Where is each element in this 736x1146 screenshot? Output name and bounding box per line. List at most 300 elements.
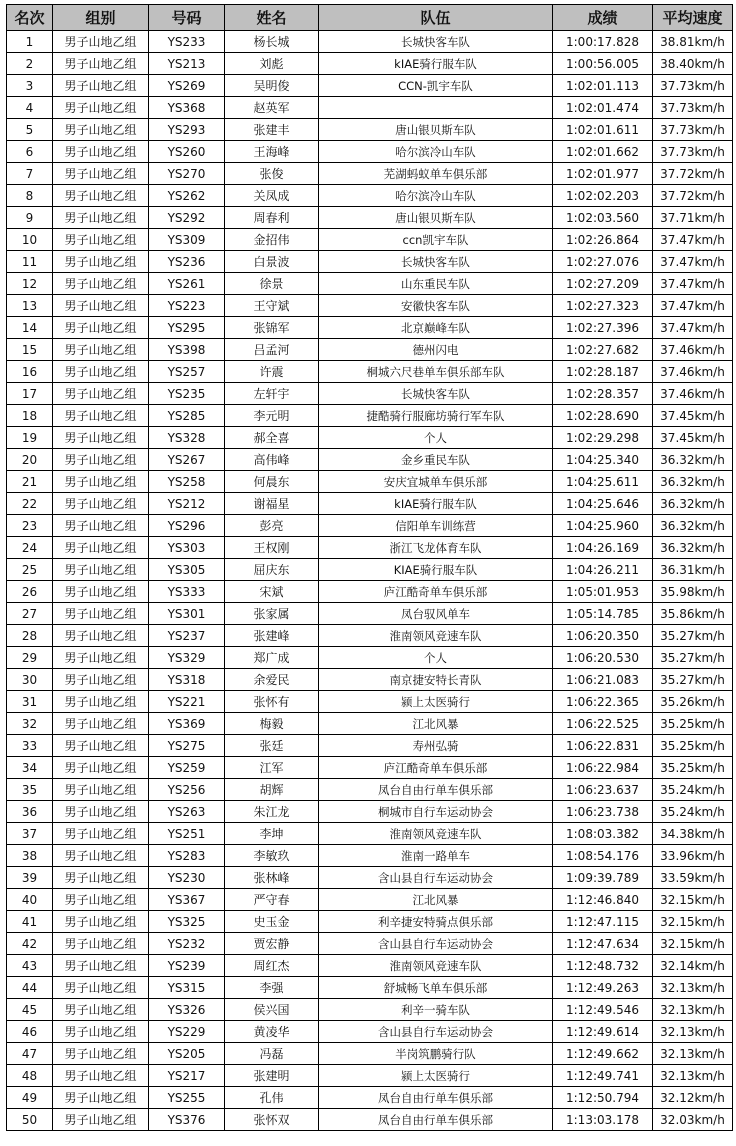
name-cell: 周春利 [225, 207, 319, 229]
name-cell: 高伟峰 [225, 449, 319, 471]
speed-cell: 37.47km/h [653, 295, 733, 317]
table-row [7, 361, 733, 383]
number-cell: YS301 [149, 603, 225, 625]
rank-cell: 14 [7, 317, 53, 339]
team-cell: 浙江飞龙体育车队 [319, 537, 553, 559]
table-row [7, 735, 733, 757]
team-cell: 含山县自行车运动协会 [319, 1021, 553, 1043]
result-cell: 1:06:22.831 [553, 735, 653, 757]
rank-cell: 22 [7, 493, 53, 515]
number-cell: YS212 [149, 493, 225, 515]
table-row [7, 559, 733, 581]
result-cell: 1:02:27.323 [553, 295, 653, 317]
group-cell: 男子山地乙组 [53, 75, 149, 97]
result-cell: 1:02:27.682 [553, 339, 653, 361]
result-cell: 1:06:22.525 [553, 713, 653, 735]
rank-cell: 34 [7, 757, 53, 779]
result-cell: 1:02:01.977 [553, 163, 653, 185]
speed-cell: 35.24km/h [653, 801, 733, 823]
name-cell: 张建丰 [225, 119, 319, 141]
speed-cell: 38.40km/h [653, 53, 733, 75]
rank-cell: 44 [7, 977, 53, 999]
table-row [7, 845, 733, 867]
speed-cell: 37.47km/h [653, 273, 733, 295]
number-cell: YS230 [149, 867, 225, 889]
table-row [7, 295, 733, 317]
speed-cell: 35.25km/h [653, 757, 733, 779]
number-cell: YS229 [149, 1021, 225, 1043]
team-cell: 含山县自行车运动协会 [319, 933, 553, 955]
result-cell: 1:02:03.560 [553, 207, 653, 229]
number-cell: YS262 [149, 185, 225, 207]
team-cell: 个人 [319, 647, 553, 669]
name-cell: 张建明 [225, 1065, 319, 1087]
rank-cell: 9 [7, 207, 53, 229]
result-cell: 1:02:26.864 [553, 229, 653, 251]
team-cell: 山东重民车队 [319, 273, 553, 295]
speed-cell: 37.47km/h [653, 251, 733, 273]
speed-cell: 32.15km/h [653, 933, 733, 955]
speed-cell: 37.73km/h [653, 119, 733, 141]
number-cell: YS258 [149, 471, 225, 493]
team-cell: 凤台自由行单车俱乐部 [319, 1087, 553, 1109]
number-cell: YS368 [149, 97, 225, 119]
group-cell: 男子山地乙组 [53, 757, 149, 779]
speed-cell: 37.72km/h [653, 163, 733, 185]
team-cell: 南京捷安特长青队 [319, 669, 553, 691]
speed-cell: 38.81km/h [653, 31, 733, 53]
team-cell: 寿州弘骑 [319, 735, 553, 757]
team-cell: 江北风暴 [319, 713, 553, 735]
result-cell: 1:02:01.474 [553, 97, 653, 119]
team-cell: 半岗筑鹏骑行队 [319, 1043, 553, 1065]
rank-cell: 43 [7, 955, 53, 977]
speed-cell: 35.98km/h [653, 581, 733, 603]
name-cell: 白景波 [225, 251, 319, 273]
group-cell: 男子山地乙组 [53, 53, 149, 75]
name-cell: 张建峰 [225, 625, 319, 647]
speed-cell: 36.32km/h [653, 493, 733, 515]
name-cell: 张俊 [225, 163, 319, 185]
team-cell: 凤台驭风单车 [319, 603, 553, 625]
group-cell: 男子山地乙组 [53, 339, 149, 361]
rank-cell: 6 [7, 141, 53, 163]
rank-cell: 5 [7, 119, 53, 141]
rank-cell: 17 [7, 383, 53, 405]
team-cell: 庐江酷奇单车俱乐部 [319, 581, 553, 603]
speed-cell: 36.32km/h [653, 471, 733, 493]
group-cell: 男子山地乙组 [53, 273, 149, 295]
name-cell: 冯磊 [225, 1043, 319, 1065]
group-cell: 男子山地乙组 [53, 911, 149, 933]
table-row [7, 999, 733, 1021]
speed-cell: 32.14km/h [653, 955, 733, 977]
table-row [7, 603, 733, 625]
table-row [7, 1021, 733, 1043]
table-row [7, 493, 733, 515]
speed-cell: 36.32km/h [653, 515, 733, 537]
group-cell: 男子山地乙组 [53, 779, 149, 801]
result-cell: 1:02:01.611 [553, 119, 653, 141]
rank-cell: 24 [7, 537, 53, 559]
speed-cell: 32.03km/h [653, 1109, 733, 1131]
team-cell: 含山县自行车运动协会 [319, 867, 553, 889]
group-cell: 男子山地乙组 [53, 163, 149, 185]
team-cell: 德州闪电 [319, 339, 553, 361]
result-cell: 1:04:25.646 [553, 493, 653, 515]
number-cell: YS270 [149, 163, 225, 185]
table-row [7, 185, 733, 207]
result-cell: 1:12:49.741 [553, 1065, 653, 1087]
group-cell: 男子山地乙组 [53, 955, 149, 977]
speed-cell: 32.13km/h [653, 1021, 733, 1043]
name-cell: 李敏玖 [225, 845, 319, 867]
number-cell: YS328 [149, 427, 225, 449]
team-cell: ccn凯宇车队 [319, 229, 553, 251]
number-cell: YS333 [149, 581, 225, 603]
rank-cell: 16 [7, 361, 53, 383]
team-cell: 淮南领风竞速车队 [319, 955, 553, 977]
table-row [7, 955, 733, 977]
name-cell: 左轩宇 [225, 383, 319, 405]
group-cell: 男子山地乙组 [53, 1087, 149, 1109]
table-body [7, 31, 733, 1131]
name-cell: 王海峰 [225, 141, 319, 163]
header-group: 组别 [53, 5, 149, 31]
result-cell: 1:00:56.005 [553, 53, 653, 75]
table-row [7, 163, 733, 185]
speed-cell: 35.25km/h [653, 713, 733, 735]
result-cell: 1:02:01.113 [553, 75, 653, 97]
result-cell: 1:06:22.984 [553, 757, 653, 779]
table-row [7, 823, 733, 845]
number-cell: YS255 [149, 1087, 225, 1109]
rank-cell: 13 [7, 295, 53, 317]
group-cell: 男子山地乙组 [53, 405, 149, 427]
table-row [7, 647, 733, 669]
result-cell: 1:12:49.662 [553, 1043, 653, 1065]
rank-cell: 19 [7, 427, 53, 449]
speed-cell: 35.86km/h [653, 603, 733, 625]
number-cell: YS263 [149, 801, 225, 823]
result-cell: 1:04:25.960 [553, 515, 653, 537]
table-row [7, 581, 733, 603]
group-cell: 男子山地乙组 [53, 229, 149, 251]
name-cell: 关凤成 [225, 185, 319, 207]
name-cell: 张廷 [225, 735, 319, 757]
name-cell: 严守春 [225, 889, 319, 911]
name-cell: 许震 [225, 361, 319, 383]
result-cell: 1:06:21.083 [553, 669, 653, 691]
rank-cell: 11 [7, 251, 53, 273]
result-cell: 1:08:03.382 [553, 823, 653, 845]
result-cell: 1:02:29.298 [553, 427, 653, 449]
result-cell: 1:12:47.115 [553, 911, 653, 933]
result-cell: 1:06:23.637 [553, 779, 653, 801]
name-cell: 朱江龙 [225, 801, 319, 823]
table-row [7, 911, 733, 933]
table-row [7, 317, 733, 339]
name-cell: 郑广成 [225, 647, 319, 669]
table-row [7, 691, 733, 713]
group-cell: 男子山地乙组 [53, 625, 149, 647]
team-cell: 桐城市自行车运动协会 [319, 801, 553, 823]
rank-cell: 39 [7, 867, 53, 889]
rank-cell: 37 [7, 823, 53, 845]
team-cell: KIAE骑行服车队 [319, 559, 553, 581]
group-cell: 男子山地乙组 [53, 1043, 149, 1065]
group-cell: 男子山地乙组 [53, 427, 149, 449]
number-cell: YS285 [149, 405, 225, 427]
rank-cell: 49 [7, 1087, 53, 1109]
group-cell: 男子山地乙组 [53, 713, 149, 735]
rank-cell: 40 [7, 889, 53, 911]
result-cell: 1:04:25.611 [553, 471, 653, 493]
speed-cell: 35.27km/h [653, 647, 733, 669]
result-cell: 1:04:26.211 [553, 559, 653, 581]
result-cell: 1:06:20.530 [553, 647, 653, 669]
rank-cell: 12 [7, 273, 53, 295]
name-cell: 李元明 [225, 405, 319, 427]
rank-cell: 18 [7, 405, 53, 427]
rank-cell: 33 [7, 735, 53, 757]
group-cell: 男子山地乙组 [53, 141, 149, 163]
table-row [7, 537, 733, 559]
name-cell: 张林峰 [225, 867, 319, 889]
speed-cell: 34.38km/h [653, 823, 733, 845]
rank-cell: 45 [7, 999, 53, 1021]
team-cell: 捷酷骑行服廊坊骑行军车队 [319, 405, 553, 427]
speed-cell: 32.13km/h [653, 977, 733, 999]
group-cell: 男子山地乙组 [53, 383, 149, 405]
number-cell: YS259 [149, 757, 225, 779]
number-cell: YS369 [149, 713, 225, 735]
group-cell: 男子山地乙组 [53, 515, 149, 537]
table-row [7, 757, 733, 779]
team-cell: 凤台自由行单车俱乐部 [319, 779, 553, 801]
number-cell: YS235 [149, 383, 225, 405]
speed-cell: 37.73km/h [653, 97, 733, 119]
table-row [7, 977, 733, 999]
number-cell: YS376 [149, 1109, 225, 1131]
header-average-speed: 平均速度 [653, 5, 733, 31]
number-cell: YS237 [149, 625, 225, 647]
speed-cell: 37.45km/h [653, 427, 733, 449]
number-cell: YS293 [149, 119, 225, 141]
number-cell: YS217 [149, 1065, 225, 1087]
number-cell: YS325 [149, 911, 225, 933]
rank-cell: 38 [7, 845, 53, 867]
team-cell: 唐山银贝斯车队 [319, 119, 553, 141]
table-row [7, 801, 733, 823]
team-cell: kIAE骑行服车队 [319, 53, 553, 75]
table-row [7, 141, 733, 163]
rank-cell: 4 [7, 97, 53, 119]
table-row [7, 779, 733, 801]
name-cell: 彭亮 [225, 515, 319, 537]
group-cell: 男子山地乙组 [53, 735, 149, 757]
table-row [7, 119, 733, 141]
rank-cell: 7 [7, 163, 53, 185]
result-cell: 1:06:22.365 [553, 691, 653, 713]
number-cell: YS256 [149, 779, 225, 801]
result-cell: 1:02:28.187 [553, 361, 653, 383]
rank-cell: 48 [7, 1065, 53, 1087]
table-row [7, 427, 733, 449]
table-row [7, 383, 733, 405]
rank-cell: 50 [7, 1109, 53, 1131]
name-cell: 李强 [225, 977, 319, 999]
name-cell: 侯兴国 [225, 999, 319, 1021]
group-cell: 男子山地乙组 [53, 581, 149, 603]
number-cell: YS305 [149, 559, 225, 581]
number-cell: YS367 [149, 889, 225, 911]
number-cell: YS296 [149, 515, 225, 537]
number-cell: YS303 [149, 537, 225, 559]
header-result: 成绩 [553, 5, 653, 31]
name-cell: 徐景 [225, 273, 319, 295]
team-cell: 哈尔滨冷山车队 [319, 185, 553, 207]
name-cell: 王守斌 [225, 295, 319, 317]
speed-cell: 32.13km/h [653, 1065, 733, 1087]
group-cell: 男子山地乙组 [53, 1109, 149, 1131]
header-name: 姓名 [225, 5, 319, 31]
name-cell: 李坤 [225, 823, 319, 845]
speed-cell: 32.12km/h [653, 1087, 733, 1109]
result-cell: 1:05:14.785 [553, 603, 653, 625]
number-cell: YS257 [149, 361, 225, 383]
group-cell: 男子山地乙组 [53, 185, 149, 207]
number-cell: YS309 [149, 229, 225, 251]
group-cell: 男子山地乙组 [53, 493, 149, 515]
group-cell: 男子山地乙组 [53, 31, 149, 53]
group-cell: 男子山地乙组 [53, 119, 149, 141]
name-cell: 赵英军 [225, 97, 319, 119]
rank-cell: 36 [7, 801, 53, 823]
speed-cell: 37.46km/h [653, 361, 733, 383]
team-cell: 芜湖蚂蚁单车俱乐部 [319, 163, 553, 185]
name-cell: 张怀双 [225, 1109, 319, 1131]
table-row [7, 933, 733, 955]
group-cell: 男子山地乙组 [53, 449, 149, 471]
group-cell: 男子山地乙组 [53, 867, 149, 889]
group-cell: 男子山地乙组 [53, 97, 149, 119]
rank-cell: 15 [7, 339, 53, 361]
result-cell: 1:02:27.076 [553, 251, 653, 273]
table-row [7, 1043, 733, 1065]
speed-cell: 32.15km/h [653, 889, 733, 911]
team-cell: 利辛捷安特骑点俱乐部 [319, 911, 553, 933]
result-cell: 1:04:26.169 [553, 537, 653, 559]
number-cell: YS221 [149, 691, 225, 713]
result-cell: 1:02:28.357 [553, 383, 653, 405]
group-cell: 男子山地乙组 [53, 361, 149, 383]
group-cell: 男子山地乙组 [53, 603, 149, 625]
speed-cell: 36.32km/h [653, 449, 733, 471]
number-cell: YS295 [149, 317, 225, 339]
name-cell: 张锦军 [225, 317, 319, 339]
table-row [7, 97, 733, 119]
result-cell: 1:12:49.263 [553, 977, 653, 999]
speed-cell: 37.47km/h [653, 229, 733, 251]
team-cell: 安徽快客车队 [319, 295, 553, 317]
rank-cell: 47 [7, 1043, 53, 1065]
team-cell: 颍上太医骑行 [319, 691, 553, 713]
team-cell: 江北风暴 [319, 889, 553, 911]
team-cell: 淮南一路单车 [319, 845, 553, 867]
speed-cell: 32.13km/h [653, 999, 733, 1021]
name-cell: 何晨东 [225, 471, 319, 493]
number-cell: YS239 [149, 955, 225, 977]
results-table [6, 4, 733, 1131]
result-cell: 1:05:01.953 [553, 581, 653, 603]
table-row [7, 1087, 733, 1109]
team-cell: kIAE骑行服车队 [319, 493, 553, 515]
table-row [7, 405, 733, 427]
team-cell: 金乡重民车队 [319, 449, 553, 471]
header-row [7, 5, 733, 31]
group-cell: 男子山地乙组 [53, 251, 149, 273]
header-team: 队伍 [319, 5, 553, 31]
table-row [7, 207, 733, 229]
rank-cell: 23 [7, 515, 53, 537]
table-row [7, 625, 733, 647]
result-cell: 1:02:27.396 [553, 317, 653, 339]
table-row [7, 339, 733, 361]
rank-cell: 3 [7, 75, 53, 97]
number-cell: YS261 [149, 273, 225, 295]
group-cell: 男子山地乙组 [53, 889, 149, 911]
name-cell: 吕孟河 [225, 339, 319, 361]
group-cell: 男子山地乙组 [53, 801, 149, 823]
team-cell: 长城快客车队 [319, 251, 553, 273]
result-cell: 1:00:17.828 [553, 31, 653, 53]
team-cell: 哈尔滨冷山车队 [319, 141, 553, 163]
name-cell: 金招伟 [225, 229, 319, 251]
number-cell: YS398 [149, 339, 225, 361]
number-cell: YS283 [149, 845, 225, 867]
number-cell: YS233 [149, 31, 225, 53]
number-cell: YS236 [149, 251, 225, 273]
group-cell: 男子山地乙组 [53, 295, 149, 317]
team-cell: 颍上太医骑行 [319, 1065, 553, 1087]
name-cell: 屈庆东 [225, 559, 319, 581]
group-cell: 男子山地乙组 [53, 207, 149, 229]
team-cell: 桐城六尺巷单车俱乐部车队 [319, 361, 553, 383]
speed-cell: 35.25km/h [653, 735, 733, 757]
speed-cell: 37.45km/h [653, 405, 733, 427]
group-cell: 男子山地乙组 [53, 977, 149, 999]
name-cell: 杨长城 [225, 31, 319, 53]
speed-cell: 32.13km/h [653, 1043, 733, 1065]
name-cell: 刘彪 [225, 53, 319, 75]
table-row [7, 669, 733, 691]
rank-cell: 42 [7, 933, 53, 955]
rank-cell: 32 [7, 713, 53, 735]
group-cell: 男子山地乙组 [53, 999, 149, 1021]
rank-cell: 35 [7, 779, 53, 801]
result-cell: 1:12:47.634 [553, 933, 653, 955]
name-cell: 张家属 [225, 603, 319, 625]
speed-cell: 37.72km/h [653, 185, 733, 207]
rank-cell: 8 [7, 185, 53, 207]
group-cell: 男子山地乙组 [53, 647, 149, 669]
rank-cell: 26 [7, 581, 53, 603]
team-cell: 长城快客车队 [319, 31, 553, 53]
result-cell: 1:12:46.840 [553, 889, 653, 911]
group-cell: 男子山地乙组 [53, 537, 149, 559]
result-cell: 1:06:23.738 [553, 801, 653, 823]
